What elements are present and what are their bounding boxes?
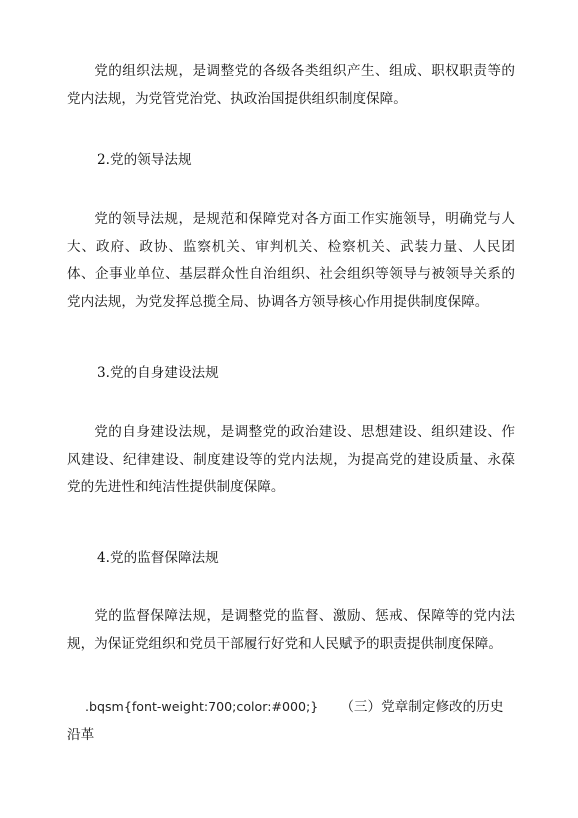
paragraph-party-constitution-history <box>67 693 515 749</box>
section-heading-constitution-history: （三）党章制定修改的历史沿革 <box>67 699 504 743</box>
paragraph-organization-regulations: 党的组织法规，是调整党的各级各类组织产生、组成、职权职责等的党内法规，为党管党治党、执政治国提供组织制度保障。 <box>67 63 515 107</box>
paragraph-self-building-regulations: 党的自身建设法规，是调整党的政治建设、思想建设、组织建设、作风建设、纪律建设、制度建设等的党内法规，为提高党的建设质量、永葆党的先进性和纯洁性提供制度保障。 <box>67 424 515 496</box>
paragraph-supervision-regulations: 党的监督保障法规，是调整党的监督、激励、惩戒、保障等的党内法规，为保证党组织和党员干部履行好党和人民赋予的职责提供制度保障。 <box>67 608 515 652</box>
heading-self-building-regulations: 3.党的自身建设法规 <box>97 365 219 381</box>
css-text-artifact: .bqsm{font-weight:700;color:#000;} <box>85 699 319 714</box>
heading-leadership-regulations: 2.党的领导法规 <box>97 152 192 168</box>
heading-supervision-regulations: 4.党的监督保障法规 <box>97 550 219 566</box>
paragraph-leadership-regulations: 党的领导法规，是规范和保障党对各方面工作实施领导，明确党与人大、政府、政协、监察机关、审判机关、检察机关、武装力量、人民团体、企事业单位、基层群众性自治组织、社会组织等领导与被领导关系的党内法规，为党发挥总揽全局、协调各方领导核心作用提供制度保障。 <box>67 211 515 310</box>
